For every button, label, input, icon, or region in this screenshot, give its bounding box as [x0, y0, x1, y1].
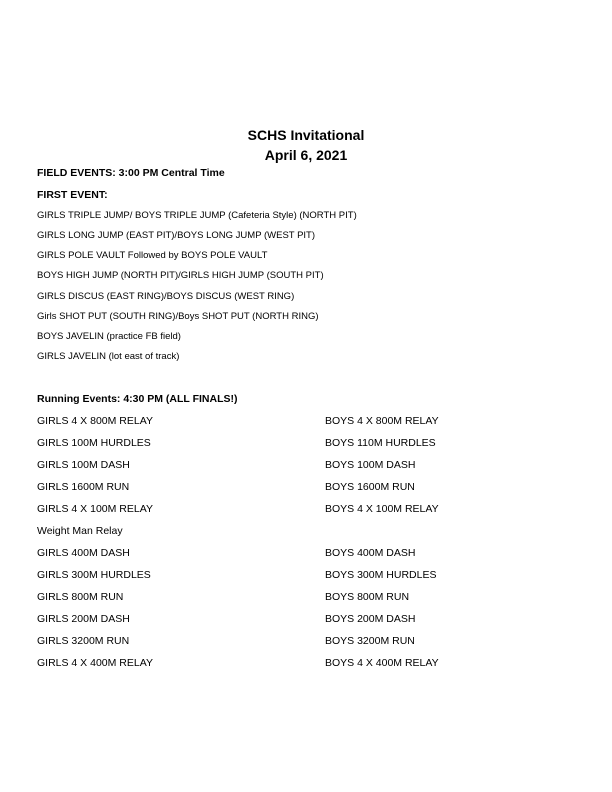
boys-running-event: BOYS 110M HURDLES — [325, 437, 436, 449]
girls-running-event: GIRLS 4 X 800M RELAY — [37, 415, 153, 427]
boys-running-event: BOYS 3200M RUN — [325, 635, 415, 647]
girls-running-event: GIRLS 300M HURDLES — [37, 569, 151, 581]
boys-running-event: BOYS 100M DASH — [325, 459, 416, 471]
girls-running-event: GIRLS 800M RUN — [37, 591, 124, 603]
field-event-item: GIRLS DISCUS (EAST RING)/BOYS DISCUS (WEST RING) — [37, 291, 295, 302]
girls-running-event: GIRLS 3200M RUN — [37, 635, 130, 647]
boys-running-event: BOYS 4 X 400M RELAY — [325, 657, 439, 669]
field-event-item: GIRLS JAVELIN (lot east of track) — [37, 351, 180, 362]
girls-running-event: GIRLS 400M DASH — [37, 547, 130, 559]
girls-running-event: GIRLS 4 X 400M RELAY — [37, 657, 153, 669]
field-events-heading: FIELD EVENTS: 3:00 PM Central Time — [37, 167, 225, 179]
running-events-heading: Running Events: 4:30 PM (ALL FINALS!) — [37, 393, 238, 405]
first-event-heading: FIRST EVENT: — [37, 189, 108, 201]
field-event-item: Girls SHOT PUT (SOUTH RING)/Boys SHOT PUT (NORTH RING) — [37, 311, 319, 322]
event-date: April 6, 2021 — [264, 147, 348, 163]
boys-running-event: BOYS 400M DASH — [325, 547, 416, 559]
field-event-item: BOYS HIGH JUMP (NORTH PIT)/GIRLS HIGH JUMP (SOUTH PIT) — [37, 270, 324, 281]
field-event-item: GIRLS TRIPLE JUMP/ BOYS TRIPLE JUMP (Cafeteria Style) (NORTH PIT) — [37, 210, 357, 221]
girls-running-event: GIRLS 100M DASH — [37, 459, 130, 471]
girls-running-event: GIRLS 200M DASH — [37, 613, 130, 625]
boys-running-event: BOYS 200M DASH — [325, 613, 416, 625]
document-title: SCHS Invitational — [247, 127, 365, 143]
boys-running-event: BOYS 4 X 800M RELAY — [325, 415, 439, 427]
girls-running-event: GIRLS 1600M RUN — [37, 481, 130, 493]
field-event-item: GIRLS POLE VAULT Followed by BOYS POLE VAULT — [37, 250, 268, 261]
girls-running-event: GIRLS 100M HURDLES — [37, 437, 151, 449]
boys-running-event: BOYS 1600M RUN — [325, 481, 415, 493]
field-event-item: BOYS JAVELIN (practice FB field) — [37, 331, 181, 342]
boys-running-event: BOYS 4 X 100M RELAY — [325, 503, 439, 515]
boys-running-event: BOYS 300M HURDLES — [325, 569, 437, 581]
weight-man-relay: Weight Man Relay — [37, 525, 123, 537]
field-event-item: GIRLS LONG JUMP (EAST PIT)/BOYS LONG JUMP (WEST PIT) — [37, 230, 316, 241]
boys-running-event: BOYS 800M RUN — [325, 591, 410, 603]
girls-running-event: GIRLS 4 X 100M RELAY — [37, 503, 153, 515]
